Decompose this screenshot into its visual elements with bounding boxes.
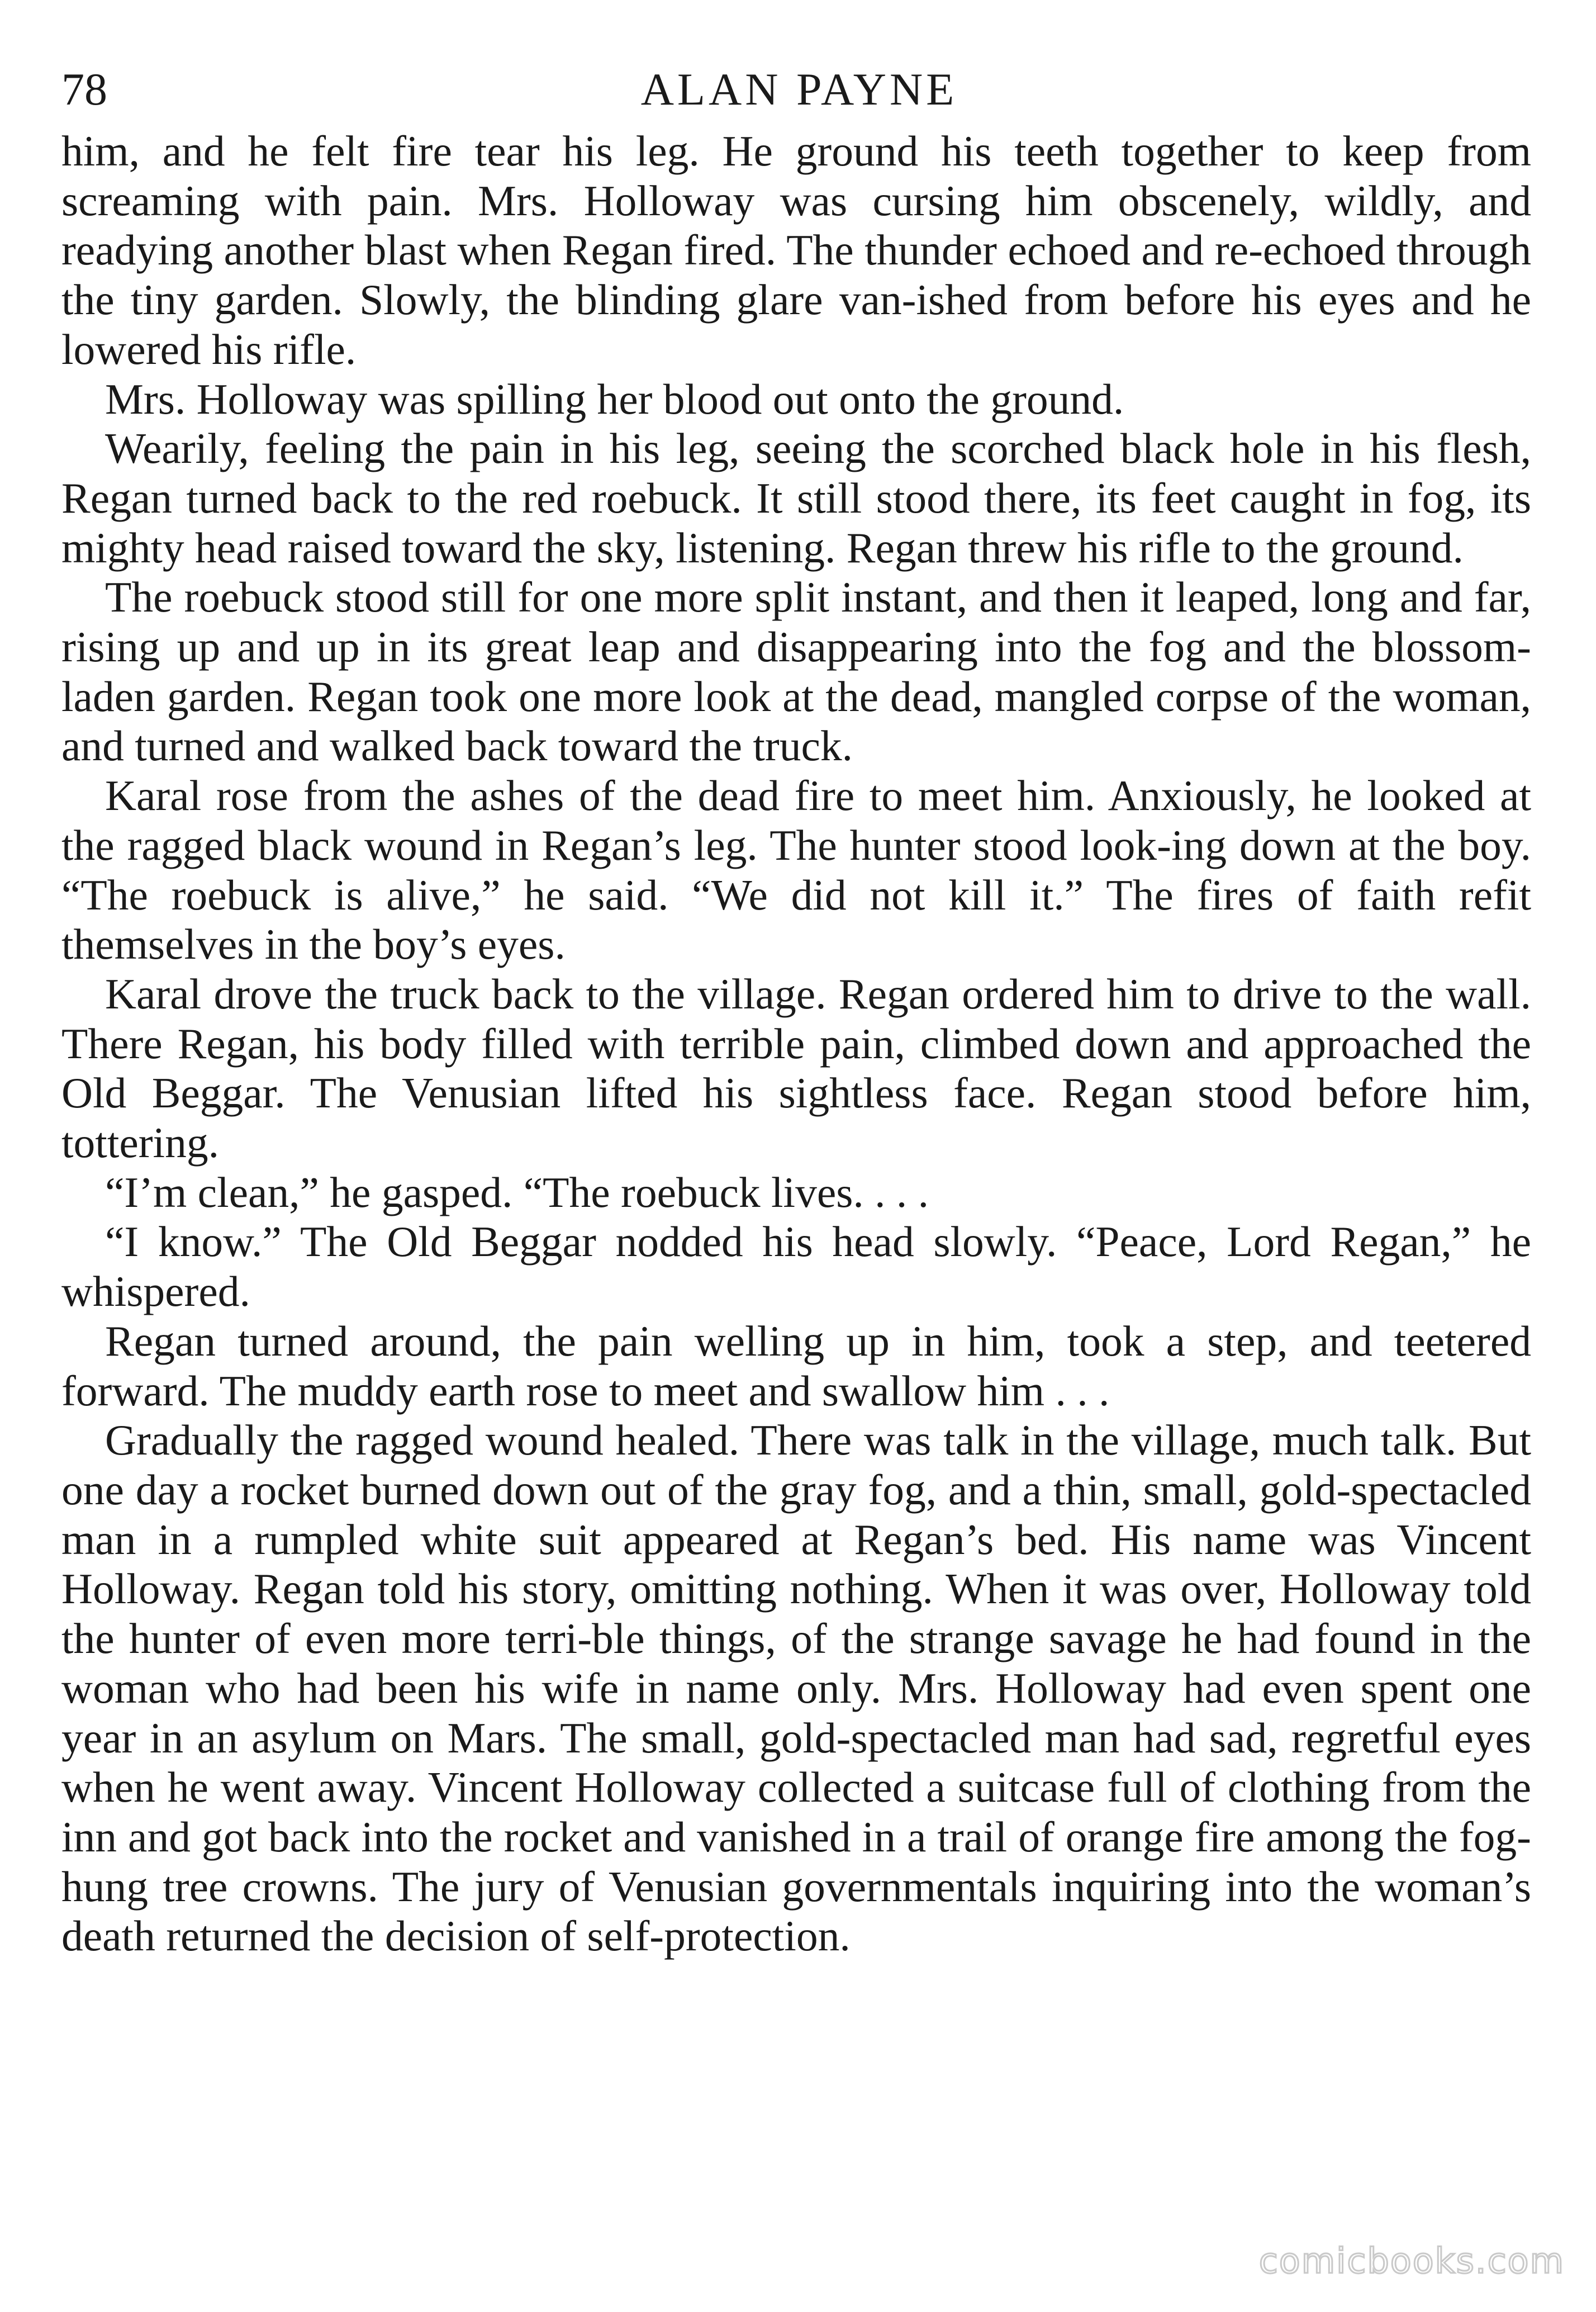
paragraph: “I know.” The Old Beggar nodded his head slowly. “Peace, Lord Regan,” he whispered.	[61, 1217, 1531, 1316]
paragraph: Karal drove the truck back to the village. Regan ordered him to drive to the wall. There Regan, his body filled with terrible pain, climbed down and approached the Old Beggar. The Venusian lifted his sightless face. Regan stood before him, tottering.	[61, 969, 1531, 1167]
paragraph: The roebuck stood still for one more split instant, and then it leaped, long and far, rising up and up in its great leap and disappearing into the fog and the blossom-laden garden. Regan took one more look at the dead, mangled corpse of the woman, and turned and walked back toward the truck.	[61, 573, 1531, 770]
body-text	[61, 126, 1531, 1961]
page-header	[61, 59, 1537, 120]
paragraph: Wearily, feeling the pain in his leg, seeing the scorched black hole in his flesh, Regan turned back to the red roebuck. It still stood there, its feet caught in fog, its mighty head raised toward the sky, listening. Regan threw his rifle to the ground.	[61, 424, 1531, 572]
paragraph: “I’m clean,” he gasped. “The roebuck lives. . . .	[105, 1168, 929, 1216]
paragraph: Gradually the ragged wound healed. There was talk in the village, much talk. But one day a rocket burned down out of the gray fog, and a thin, small, gold-spectacled man in a rumpled white suit appeared at Regan’s bed. His name was Vincent Holloway. Regan told his story, omitting nothing. When it was over, Holloway told the hunter of even more terri-ble things, of the strange savage he had found in the woman who had been his wife in name only. Mrs. Holloway had even spent one year in an asylum on Mars. The small, gold-spectacled man had sad, regretful eyes when he went away. Vincent Holloway collected a suitcase full of clothing from the inn and got back into the rocket and vanished in a trail of orange fire among the fog-hung tree crowns. The jury of Venusian governmentals inquiring into the woman’s death returned the decision of self-protection.	[61, 1416, 1531, 1960]
page-number: 78	[61, 64, 107, 115]
running-head: ALAN PAYNE	[640, 64, 958, 115]
paragraph: Mrs. Holloway was spilling her blood out onto the ground.	[105, 375, 1124, 423]
watermark: comicbooks.com	[1258, 2240, 1565, 2281]
paragraph: him, and he felt fire tear his leg. He ground his teeth together to keep from screaming with pain. Mrs. Holloway was cursing him obscenely, wildly, and readying another blast when Regan fired. The thunder echoed and re-echoed through the tiny garden. Slowly, the blinding glare van-ished from before his eyes and he lowered his rifle.	[61, 127, 1531, 373]
paragraph: Karal rose from the ashes of the dead fire to meet him. Anxiously, he looked at the ragged black wound in Regan’s leg. The hunter stood look-ing down at the boy. “The roebuck is alive,” he said. “We did not kill it.” The fires of faith refit themselves in the boy’s eyes.	[61, 771, 1531, 969]
paragraph: Regan turned around, the pain welling up in him, took a step, and teetered forward. The muddy earth rose to meet and swallow him . . .	[61, 1316, 1531, 1415]
